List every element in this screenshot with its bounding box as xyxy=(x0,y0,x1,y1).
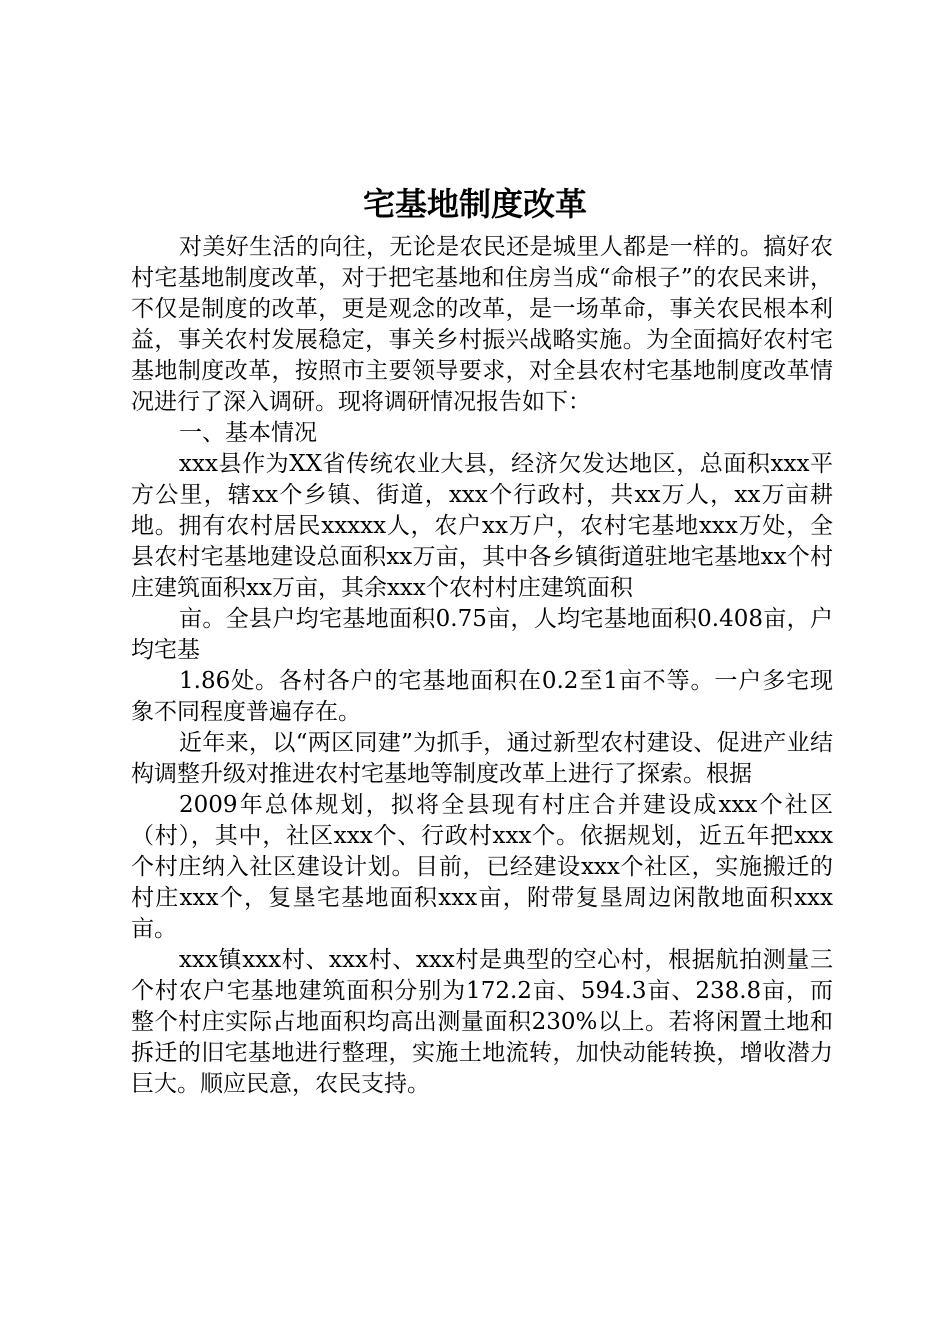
paragraph-average-area: 亩。全县户均宅基地面积0.75亩，人均宅基地面积0.408亩，户均宅基 xyxy=(131,606,833,663)
section-heading-basic-situation: 一、基本情况 xyxy=(179,420,317,446)
paragraph-hollow-villages: xxx镇xxx村、xxx村、xxx村是典型的空心村，根据航拍测量三个村农户宅基地建筑面积分别为172.2亩、594.3亩、238.8亩，而整个村庄实际占地面积均高出测量面积230%以上。若将闲置土地和拆迁的旧宅基地进行整理，实施土地流转，加快动能转换，增收潜力巨大。顺应民意，农民支持。 xyxy=(131,947,833,1097)
document-title: 宅基地制度改革 xyxy=(362,185,587,223)
paragraph-2009-plan: 2009年总体规划，拟将全县现有村庄合并建设成xxx个社区（村），其中，社区xxx个、行政村xxx个。依据规划，近五年把xxx个村庄纳入社区建设计划。目前，已经建设xxx个社区，实施搬迁的村庄xxx个，复垦宅基地面积xxx亩，附带复垦周边闲散地面积xxx亩。 xyxy=(131,792,833,942)
document-body xyxy=(131,232,833,1100)
paragraph-multiple-homesteads: 1.86处。各村各户的宅基地面积在0.2至1亩不等。一户多宅现象不同程度普遍存在。 xyxy=(131,668,833,725)
paragraph-county-overview: xxx县作为XX省传统农业大县，经济欠发达地区，总面积xxx平方公里，辖xx个乡镇、街道，xxx个行政村，共xx万人，xx万亩耕地。拥有农村居民xxxxx人，农户xx万户，农村宅基地xxx万处，全县农村宅基地建设总面积xx万亩，其中各乡镇街道驻地宅基地xx个村庄建筑面积xx万亩，其余xxx个农村村庄建筑面积 xyxy=(131,451,833,601)
paragraph-intro: 对美好生活的向往，无论是农民还是城里人都是一样的。搞好农村宅基地制度改革，对于把宅基地和住房当成“命根子”的农民来讲，不仅是制度的改革，更是观念的改革，是一场革命，事关农民根本利益，事关农村发展稳定，事关乡村振兴战略实施。为全面搞好农村宅基地制度改革，按照市主要领导要求，对全县农村宅基地制度改革情况进行了深入调研。现将调研情况报告如下： xyxy=(131,234,833,415)
paragraph-recent-years: 近年来，以“两区同建”为抓手，通过新型农村建设、促进产业结构调整升级对推进农村宅基地等制度改革上进行了探索。根据 xyxy=(131,730,833,787)
